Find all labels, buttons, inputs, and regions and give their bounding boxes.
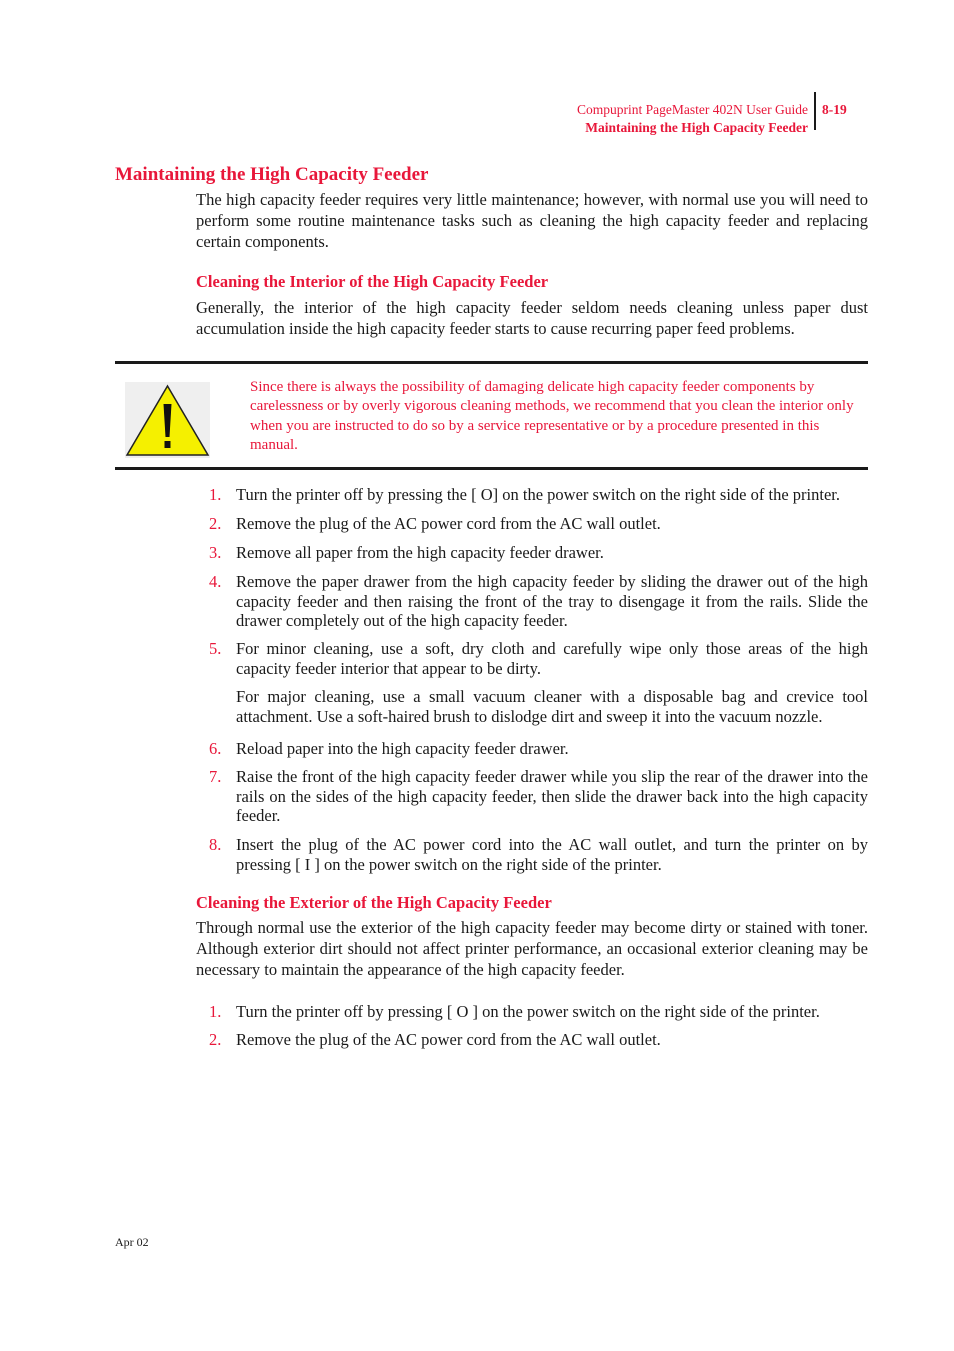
step-text: Reload paper into the high capacity feeder drawer. [236,739,569,758]
caution-text: Since there is always the possibility of damaging delicate high capacity feeder components by carelessness or by overly vigorous cleaning methods, we recommend that you clean the interior only when you are instructed to do so by a service representative or by a procedure presented in this manual. [250,379,854,453]
step-text: Remove the paper drawer from the high capacity feeder by sliding the drawer out of the high capacity feeder and then raising the front of the tray to disengage it from the rails. Slide the drawer completely out of the high capacity feeder. [236,572,868,630]
list-item [196,639,868,678]
list-item [196,514,868,534]
caution-bottom-rule [115,467,868,470]
interior-heading: Cleaning the Interior of the High Capacity Feeder [196,272,549,291]
exterior-heading: Cleaning the Exterior of the High Capacity Feeder [196,893,552,912]
guide-title: Compuprint PageMaster 402N User Guide [577,102,808,117]
step-text: Insert the plug of the AC power cord into the AC wall outlet, and turn the printer on by pressing [ I ] on the power switch on the right side of the printer. [236,835,868,874]
step-number: 7. [209,767,222,786]
list-item [196,1030,868,1050]
step-text: Raise the front of the high capacity feeder drawer while you slip the rear of the drawer into the rails on the sides of the high capacity feeder, then slide the drawer back into the high capacity feeder. [236,767,868,825]
step-number: 3. [209,543,222,562]
list-item-continuation [196,687,868,726]
caution-top-rule [115,361,868,364]
step-number: 2. [209,1030,222,1049]
list-item [196,739,868,759]
interior-intro: Generally, the interior of the high capacity feeder seldom needs cleaning unless paper dust accumulation inside the high capacity feeder starts to cause recurring paper feed problems. [196,298,868,338]
step-number: 6. [209,739,222,758]
footer-date: Apr 02 [115,1235,149,1249]
step-text: Turn the printer off by pressing [ O ] on the power switch on the right side of the printer. [236,1002,820,1021]
page-title: Maintaining the High Capacity Feeder [115,164,429,185]
header-divider [814,92,816,130]
step-text: Remove the plug of the AC power cord from the AC wall outlet. [236,1030,661,1049]
step-number: 8. [209,835,222,854]
section-title: Maintaining the High Capacity Feeder [585,120,808,135]
step-text: Turn the printer off by pressing the [ O] on the power switch on the right side of the printer. [236,485,840,504]
list-item [196,572,868,631]
step-text: For major cleaning, use a small vacuum cleaner with a disposable bag and crevice tool attachment. Use a soft-haired brush to dislodge dirt and sweep it into the vacuum nozzle. [236,687,868,726]
step-text: For minor cleaning, use a soft, dry cloth and carefully wipe only those areas of the high capacity feeder interior that appear to be dirty. [236,639,868,678]
exterior-intro: Through normal use the exterior of the high capacity feeder may become dirty or stained with toner. Although exterior dirt should not affect printer performance, an occasional exterior cleaning may be necessary to maintain the appearance of the high capacity feeder. [196,918,868,979]
step-text: Remove all paper from the high capacity feeder drawer. [236,543,604,562]
step-text: Remove the plug of the AC power cord from the AC wall outlet. [236,514,661,533]
warning-triangle-icon [125,382,210,458]
list-item [196,543,868,563]
step-number: 2. [209,514,222,533]
list-item [196,1002,868,1022]
step-number: 1. [209,485,222,504]
warning-icon-box [125,382,210,458]
step-number: 4. [209,572,222,591]
list-item [196,835,868,874]
step-number: 5. [209,639,222,658]
intro-paragraph: The high capacity feeder requires very little maintenance; however, with normal use you will need to perform some routine maintenance tasks such as cleaning the high capacity feeder and replacing certain components. [196,190,868,251]
running-header [577,101,808,137]
page-number: 8-19 [822,102,847,117]
step-number: 1. [209,1002,222,1021]
list-item [196,485,868,505]
list-item [196,767,868,826]
